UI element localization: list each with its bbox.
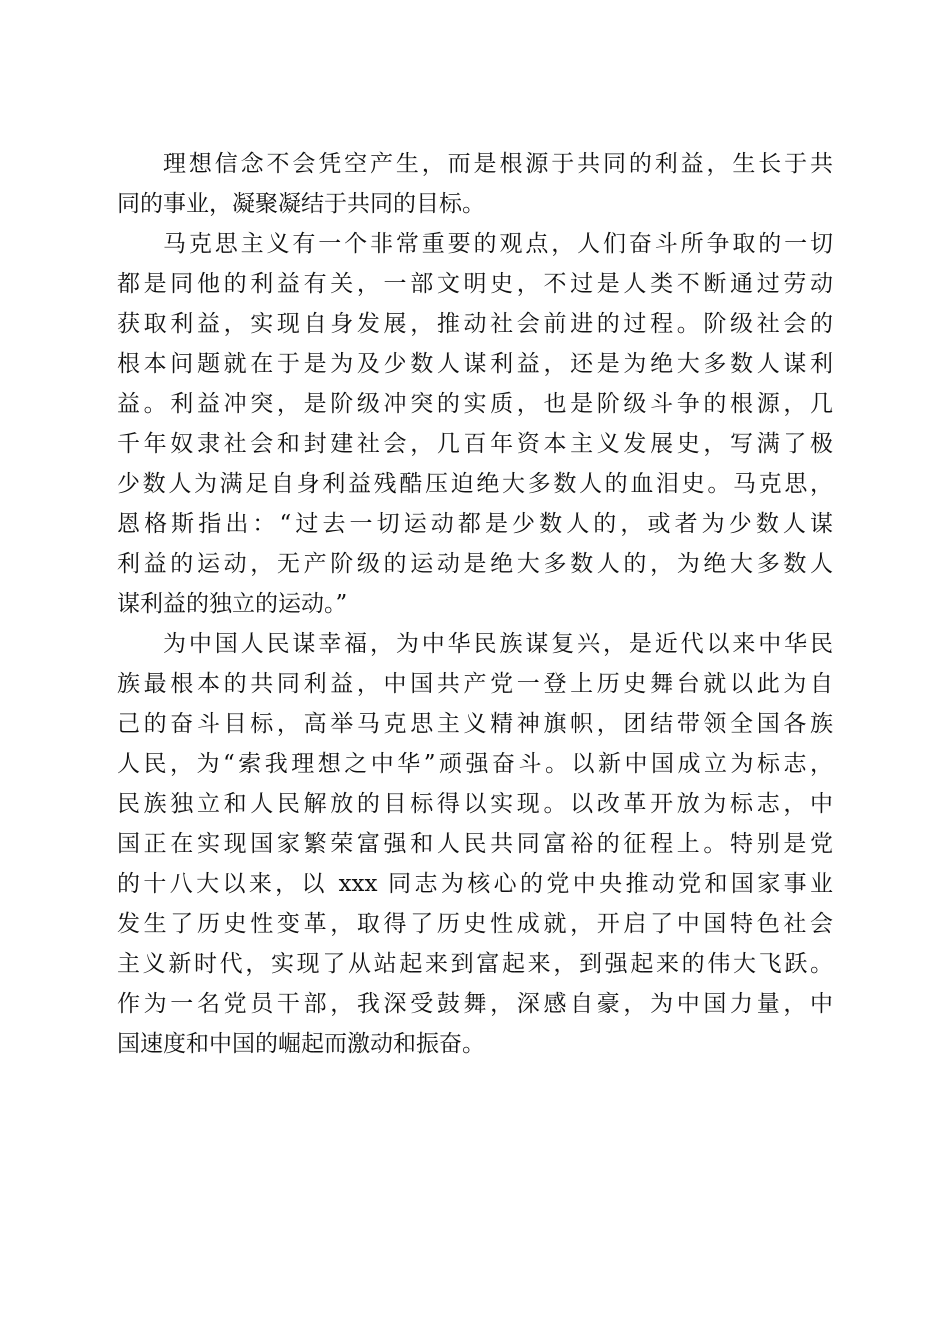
paragraph-3-line-8: 发生了历史性变革，取得了历史性成就，开启了中国特色社会: [117, 911, 833, 937]
paragraph-3-line-10: 作为一名党员干部，我深受鼓舞，深感自豪，为中国力量，中: [117, 991, 833, 1017]
paragraph-1-line-2: 同的事业，凝聚凝结于共同的目标。: [117, 191, 485, 217]
paragraph-3-line-4: 人民，为“索我理想之中华”顽强奋斗。以新中国成立为标志，: [117, 751, 833, 777]
paragraph-2-line-1: 马克思主义有一个非常重要的观点，人们奋斗所争取的一切: [163, 231, 833, 257]
paragraph-2-line-5: 益。利益冲突，是阶级冲突的实质，也是阶级斗争的根源，几: [117, 391, 833, 417]
paragraph-3-line-7: 的十八大以来，以 xxx 同志为核心的党中央推动党和国家事业: [117, 871, 833, 897]
paragraph-3-line-11: 国速度和中国的崛起而激动和振奋。: [117, 1031, 485, 1057]
paragraph-1-line-1: 理想信念不会凭空产生，而是根源于共同的利益，生长于共: [163, 151, 833, 177]
paragraph-2-line-7: 少数人为满足自身利益残酷压迫绝大多数人的血泪史。马克思，: [117, 471, 833, 497]
paragraph-3-line-3: 己的奋斗目标，高举马克思主义精神旗帜，团结带领全国各族: [117, 711, 833, 737]
paragraph-2-line-3: 获取利益，实现自身发展，推动社会前进的过程。阶级社会的: [117, 311, 833, 337]
paragraph-2-line-10: 谋利益的独立的运动。”: [117, 591, 348, 617]
paragraph-3-line-1: 为中国人民谋幸福，为中华民族谋复兴，是近代以来中华民: [163, 631, 833, 657]
paragraph-2-line-6: 千年奴隶社会和封建社会，几百年资本主义发展史，写满了极: [117, 431, 833, 457]
paragraph-2-line-2: 都是同他的利益有关，一部文明史，不过是人类不断通过劳动: [117, 271, 833, 297]
paragraph-3-line-5: 民族独立和人民解放的目标得以实现。以改革开放为标志，中: [117, 791, 833, 817]
document-body: [117, 144, 833, 1064]
paragraph-2-line-9: 利益的运动，无产阶级的运动是绝大多数人的，为绝大多数人: [117, 551, 833, 577]
paragraph-2-line-8: 恩格斯指出：“过去一切运动都是少数人的，或者为少数人谋: [117, 511, 833, 537]
paragraph-2-line-4: 根本问题就在于是为及少数人谋利益，还是为绝大多数人谋利: [117, 351, 833, 377]
paragraph-3-line-2: 族最根本的共同利益，中国共产党一登上历史舞台就以此为自: [117, 671, 833, 697]
paragraph-3-line-6: 国正在实现国家繁荣富强和人民共同富裕的征程上。特别是党: [117, 831, 833, 857]
paragraph-3-line-9: 主义新时代，实现了从站起来到富起来，到强起来的伟大飞跃。: [117, 951, 833, 977]
